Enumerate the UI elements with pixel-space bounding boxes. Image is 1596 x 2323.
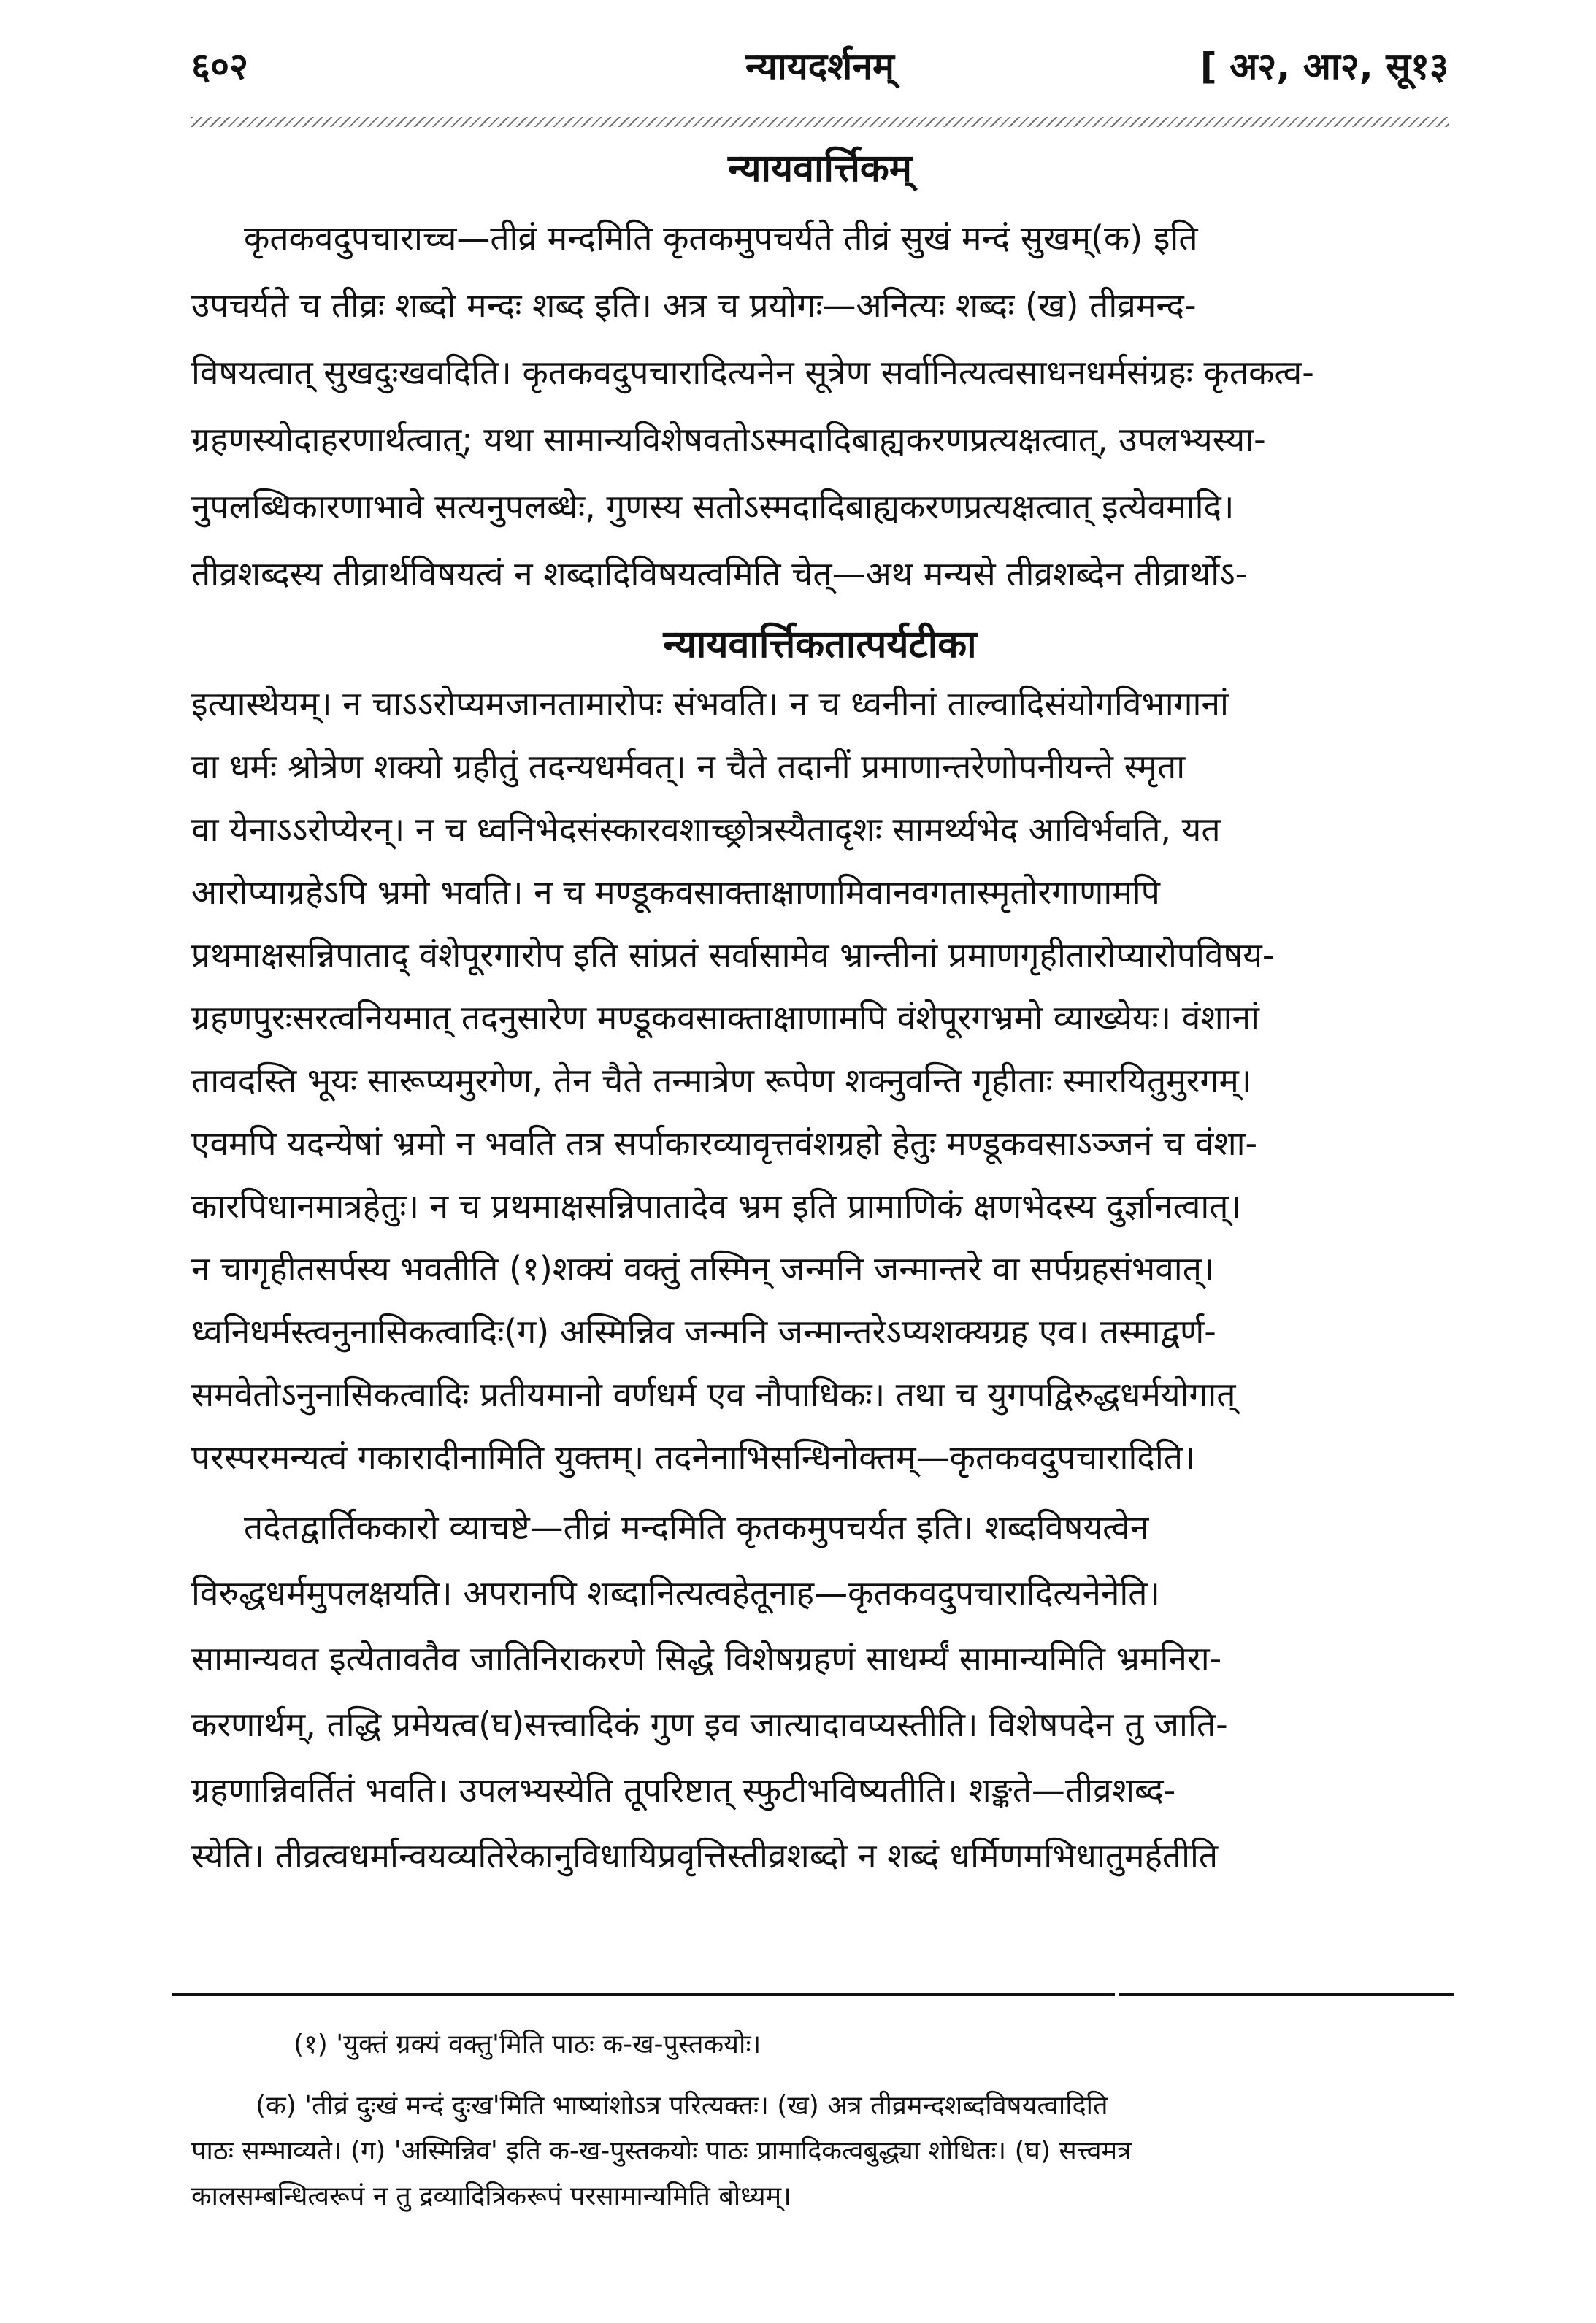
- footnote-divider: [1119, 1993, 1454, 1996]
- footnote: कालसम्बन्धित्वरूपं न तु द्रव्यादित्रिकरूपं परसामान्यमिति बोध्यम्।: [191, 2181, 791, 2211]
- tika-line: ध्वनिधर्मस्त्वनुनासिकत्वादिः(ग) अस्मिन्निव जन्मनि जन्मान्तरेऽप्यशक्यग्रह एव। तस्माद्वर्ण-: [191, 1312, 1216, 1351]
- tika-line: तदेतद्वार्तिककारो व्याचष्टे—तीव्रं मन्दमिति कृतकमुपचर्यत इति। शब्दविषयत्वेन: [244, 1508, 1149, 1547]
- tika-line: तावदस्ति भूयः सारूप्यमुरगेण, तेन चैते तन्मात्रेण रूपेण शक्नुवन्ति गृहीताः स्मारयितुमुरगम्।: [191, 1061, 1252, 1100]
- tika-line: इत्यास्थेयम्। न चाऽऽरोप्यमजानतामारोपः संभवति। न च ध्वनीनां ताल्वादिसंयोगविभागानां: [191, 684, 1229, 723]
- header-wavy-rule: [191, 117, 1449, 127]
- tika-line: स्येति। तीव्रत्वधर्मान्वयव्यतिरेकानुविधायिप्रवृत्तिस्तीव्रशब्दो न शब्दं धर्मिणमभिधातुमर्हतीति: [191, 1836, 1219, 1875]
- section-reference: [ अ२, आ२, सू१३: [1200, 45, 1449, 88]
- page-header: [191, 41, 1449, 99]
- tika-line: ग्रहणपुरःसरत्वनियमात् तदनुसारेण मण्डूकवसाक्ताक्षाणामपि वंशेपूरगभ्रमो व्याख्येयः। वंशानां: [191, 998, 1259, 1037]
- page-number: ६०२: [191, 45, 248, 88]
- footnote: पाठः सम्भाव्यते। (ग) 'अस्मिन्निव' इति क-ख-पुस्तकयोः पाठः प्रामादिकत्वबुद्ध्या शोधितः। (घ) सत्त्वमत्र: [191, 2136, 1132, 2166]
- vartika-line: तीव्रशब्दस्य तीव्रार्थविषयत्वं न शब्दादिविषयत्वमिति चेत्—अथ मन्यसे तीव्रशब्देन तीव्रार्थोऽ-: [191, 554, 1248, 594]
- vartika-line: कृतकवदुपचाराच्च—तीव्रं मन्दमिति कृतकमुपचर्यते तीव्रं सुखं मन्दं सुखम्(क) इति: [244, 218, 1198, 258]
- tika-line: ग्रहणान्निवर्तितं भवति। उपलभ्यस्येति तूपरिष्टात् स्फुटीभविष्यतीति। शङ्कते—तीव्रशब्द-: [191, 1770, 1176, 1810]
- tika-line: एवमपि यदन्येषां भ्रमो न भवति तत्र सर्पाकारव्यावृत्तवंशग्रहो हेतुः मण्डूकवसाऽञ्जनं च वंशा-: [191, 1124, 1258, 1163]
- tika-line: न चागृहीतसर्पस्य भवतीति (१)शक्यं वक्तुं तस्मिन् जन्मनि जन्मान्तरे वा सर्पग्रहसंभवात्।: [191, 1249, 1215, 1289]
- tika-line: वा धर्मः श्रोत्रेण शक्यो ग्रहीतुं तदन्यधर्मवत्। न चैते तदानीं प्रमाणान्तरेणोपनीयन्ते स्मृता: [191, 747, 1186, 786]
- tika-line: परस्परमन्यत्वं गकारादीनामिति युक्तम्। तदनेनाभिसन्धिनोक्तम्—कृतकवदुपचारादिति।: [191, 1437, 1196, 1477]
- vartika-line: विषयत्वात् सुखदुःखवदिति। कृतकवदुपचारादित्यनेन सूत्रेण सर्वानित्यत्वसाधनधर्मसंग्रहः कृतकत्व-: [191, 353, 1314, 392]
- footnote-divider: [172, 1993, 1115, 1996]
- tika-line: आरोप्याग्रहेऽपि भ्रमो भवति। न च मण्डूकवसाक्ताक्षाणामिवानवगतास्मृतोरगाणामपि: [191, 872, 1160, 912]
- vartika-line: ग्रहणस्योदाहरणार्थत्वात्; यथा सामान्यविशेषवतोऽस्मदादिबाह्यकरणप्रत्यक्षत्वात्, उपलभ्यस्या-: [191, 420, 1266, 459]
- tika-line: विरुद्धधर्ममुपलक्षयति। अपरानपि शब्दानित्यत्वहेतूनाह—कृतकवदुपचारादित्यनेनेति।: [191, 1573, 1160, 1613]
- tika-line: करणार्थम्, तद्धि प्रमेयत्व(घ)सत्त्वादिकं गुण इव जात्यादावप्यस्तीति। विशेषपदेन तु जाति-: [191, 1705, 1228, 1744]
- tika-line: कारपिधानमात्रहेतुः। न च प्रथमाक्षसन्निपातादेव भ्रम इति प्रामाणिकं क्षणभेदस्य दुर्ज्ञानत्वात्।: [191, 1186, 1241, 1226]
- tika-line: समवेतोऽनुनासिकत्वादिः प्रतीयमानो वर्णधर्म एव नौपाधिकः। तथा च युगपद्विरुद्धधर्मयोगात्: [191, 1375, 1236, 1414]
- footnote: (क) 'तीव्रं दुःखं मन्दं दुःख'मिति भाष्यांशोऽत्र परित्यक्तः। (ख) अत्र तीव्रमन्दशब्दविषयत्वादिति: [256, 2091, 1108, 2121]
- footnote: (१) 'युक्तं ग्रक्यं वक्तु'मिति पाठः क-ख-पुस्तकयोः।: [294, 2030, 761, 2059]
- vartika-line: उपचर्यते च तीव्रः शब्दो मन्दः शब्द इति। अत्र च प्रयोगः—अनित्यः शब्दः (ख) तीव्रमन्द-: [191, 285, 1197, 325]
- section-title-tatparyatika: न्यायवार्त्तिकतात्पर्यटीका: [663, 623, 977, 667]
- tika-line: प्रथमाक्षसन्निपाताद् वंशेपूरगारोप इति सांप्रतं सर्वासामेव भ्रान्तीनां प्रमाणगृहीतारोप्यारोपविषय-: [191, 935, 1275, 975]
- running-title: न्यायदर्शनम्: [745, 45, 894, 88]
- tika-line: वा येनाऽऽरोप्येरन्। न च ध्वनिभेदसंस्कारवशाच्छ्रोत्रस्यैतादृशः सामर्थ्यभेद आविर्भवति, यत: [191, 810, 1221, 849]
- section-title-nyayavartika: न्यायवार्त्तिकम्: [728, 147, 912, 191]
- tika-line: सामान्यवत इत्येतावतैव जातिनिराकरणे सिद्धे विशेषग्रहणं साधर्म्यं सामान्यमिति भ्रमनिरा-: [191, 1639, 1222, 1678]
- vartika-line: नुपलब्धिकारणाभावे सत्यनुपलब्धेः, गुणस्य सतोऽस्मदादिबाह्यकरणप्रत्यक्षत्वात् इत्येवमादि।: [191, 487, 1235, 526]
